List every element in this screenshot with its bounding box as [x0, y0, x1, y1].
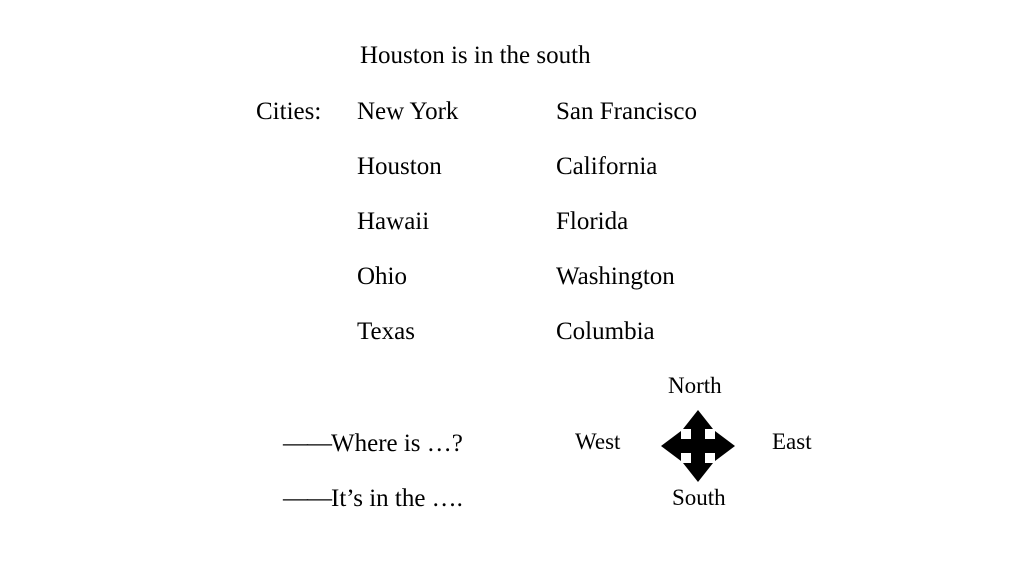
list-item: San Francisco: [556, 98, 697, 125]
dialogue-prompts: [283, 428, 463, 538]
list-item: Ohio: [357, 263, 407, 290]
list-item: [283, 428, 463, 483]
list-item: California: [556, 153, 658, 180]
list-item: Columbia: [556, 318, 655, 345]
compass-label-west: West: [575, 429, 621, 454]
list-item: Washington: [556, 263, 675, 290]
compass-label-east: East: [772, 429, 812, 454]
four-way-arrow-icon: [643, 410, 753, 482]
compass-label-north: North: [668, 373, 722, 398]
cities-column-right: [556, 96, 697, 371]
cities-label: Cities:: [256, 98, 322, 125]
cities-column-left: [357, 96, 458, 371]
list-item: New York: [357, 98, 459, 125]
prompt-text: It’s in the ….: [331, 485, 463, 512]
list-item: Houston: [357, 153, 442, 180]
list-item: [283, 483, 463, 538]
prompt-text: Where is …?: [331, 430, 463, 457]
list-item: Florida: [556, 208, 629, 235]
page-title: Houston is in the south: [360, 42, 591, 69]
dash-mark: ——: [283, 430, 331, 457]
compass-diagram: [575, 372, 835, 522]
list-item: Texas: [357, 318, 415, 345]
dash-mark: ——: [283, 485, 331, 512]
compass-label-south: South: [672, 485, 726, 510]
list-item: Hawaii: [357, 208, 430, 235]
